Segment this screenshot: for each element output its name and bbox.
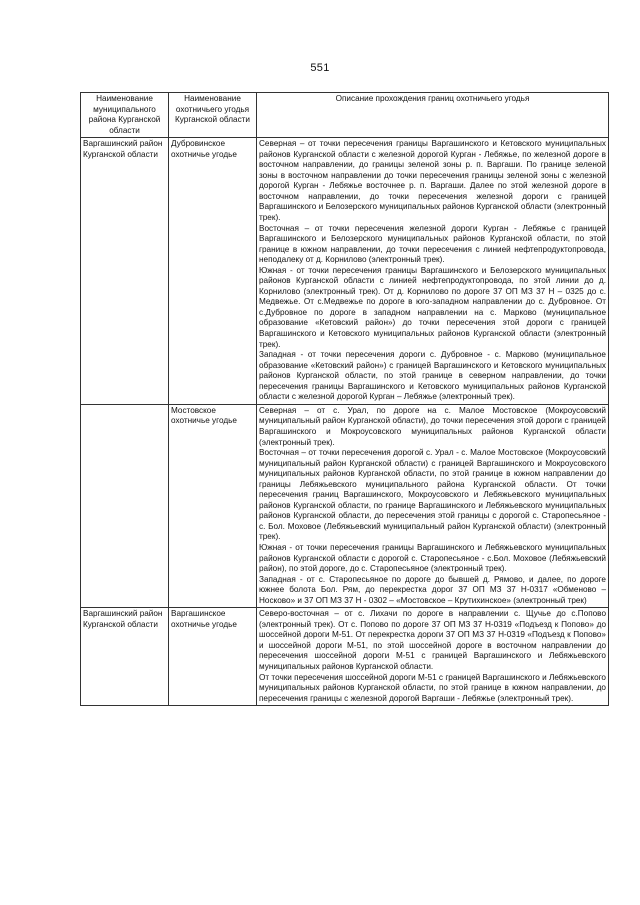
boundary-northeast: Северо-восточная – от с. Лихачи по дороге в направлении с. Щучье до с.Попово (электронный трек). От с. Попово по дороге 37 ОП МЗ 37 Н-0319 «Подъезд к Попово» до шоссейной дороги М-51. От перекрестка дороги 37 ОП МЗ 37 Н-0319 «Подъезд к Попово» и шоссейной дороги М-51, по этой шоссейной дороге в восточном направлении до пересечения шоссейной дороги М-51 с границей Варгашинского и Лебяжьевского муниципальных районов Курганской области. [259,609,606,671]
hunting-grounds-table [80,92,609,706]
boundary-east: Восточная – от точки пересечения дорогой с. Урал - с. Малое Мостовское (Мокроусовский муниципальный район Курганской области) с границей Варгашинского и Мокроусовского муниципальных районов Курганской области, по этой границе в южном направлении до границы Лебяжьевского муниципального района Курганской области. От точки пересечения границ Варгашинского, Мокроусовского и Лебяжьевского муниципальных районов Курганской области, по границе Варгашинского и Лебяжьевского муниципальных районов Курганской области, до пересечения этой границы с дорогой с. Старопесьяное - с. Бол. Моховое (Лебяжьевский муниципальный район Курганской области) (электронный трек). [259,448,606,542]
description-cell [257,608,609,706]
table-row [81,404,609,607]
boundary-west: Западная - от точки пересечения дороги с. Дубровное - с. Марково (муниципальное образование «Кетовский район») с границей Варгашинского и Кетовского муниципальных районов Курганской области, по этой границе в северном направлении, до точки пересечения границы Варгашинского и Кетовского муниципальных районов Курганской области с железной дорогой Курган – Лебяжье (электронный трек). [259,350,606,402]
boundary-south: Южная - от точки пересечения границы Варгашинского и Лебяжьевского муниципальных районов Курганской области с дорогой с. Старопесьяное - с.Бол. Моховое (Лебяжьевский район), по этой дороге, до с. Старопесьяное (электронный трек). [259,542,606,574]
header-hunting-ground: Наименование охотничьего угодья Курганской области [169,93,257,138]
header-district: Наименование муниципального района Курганской области [81,93,169,138]
boundary-north: Северная – от точки пересечения границы Варгашинского и Кетовского муниципальных районов Курганской области с железной дорогой Курган - Лебяжье, по железной дороге в восточном направлении, до границы зеленой зоны р. п. Варгаши. По границе зеленой зоны в восточном направлении до точки пересечения границы зеленой зоны с железной дорогой Курган - Лебяжье восточнее р. п. Варгаши. Далее по этой железной дороге в восточном направлении, до точки пересечения железной дороги с границей Варгашинского и Белозерского муниципальных районов Курганской области (электронный трек). [259,139,606,223]
hunting-ground-cell: Дубровинское охотничье угодье [169,138,257,405]
hunting-ground-cell: Варгашинское охотничье угодье [169,608,257,706]
hunting-ground-cell: Мостовское охотничье угодье [169,404,257,607]
district-cell [81,404,169,607]
description-cell [257,138,609,405]
boundary-west: Западная - от с. Старопесьяное по дороге до бывшей д. Рямово, и далее, по дороге южнее болота Бол. Рям, до перекрестка дорог 37 ОП МЗ 37 Н-0317 «Обменово – Носково» и 37 ОП МЗ 37 Н - 0302 – «Мостовское – Крутихинское» (электронный трек) [259,574,606,605]
page-number: 551 [310,62,330,74]
boundary-east: Восточная – от точки пересечения железной дороги Курган - Лебяжье с границей Варгашинского и Белозерского муниципальных районов Курганской области, по этой границе в южном направлении, до точки пересечения с линией нефтепродуктопровода, неподалеку от д. Корнилово (электронный трек). [259,223,606,265]
header-description: Описание прохождения границ охотничьего угодья [257,93,609,138]
boundary-south: Южная - от точки пересечения границы Варгашинского и Белозерского муниципальных районов Курганской области с линией нефтепродуктопровода, по этой линии до д. Корнилово (электронный трек). От д. Корнилово по дороге 37 ОП МЗ 37 Н – 0325 до с. Медвежье. От с.Медвежье по дороге в юго-западном направлении до с. Дубровное. От с.Дубровное по дороге в западном направлении на с. Марково (муниципальное образование «Кетовский район») до точки пересечения этой дороги с границей Варгашинского и Кетовского муниципальных районов Курганской области (электронный трек). [259,265,606,349]
table-row [81,608,609,706]
description-cell [257,404,609,607]
boundary-continuation: От точки пересечения шоссейной дороги М-51 с границей Варгашинского и Лебяжьевского муниципальных районов Курганской области, по этой границе в южном направлении, до пересечения границы с железной дорогой Варгаши - Лебяжье (электронный трек). [259,672,606,703]
boundary-north: Северная – от с. Урал, по дороге на с. Малое Мостовское (Мокроусовский муниципальный район Курганской области), до точки пересечения этой дороги с границей Варгашинского и Мокроусовского муниципальных районов Курганской области (электронный трек). [259,405,606,447]
district-cell: Варгашинский район Курганской области [81,608,169,706]
table-row [81,138,609,405]
district-cell: Варгашинский район Курганской области [81,138,169,405]
table-header-row [81,93,609,138]
